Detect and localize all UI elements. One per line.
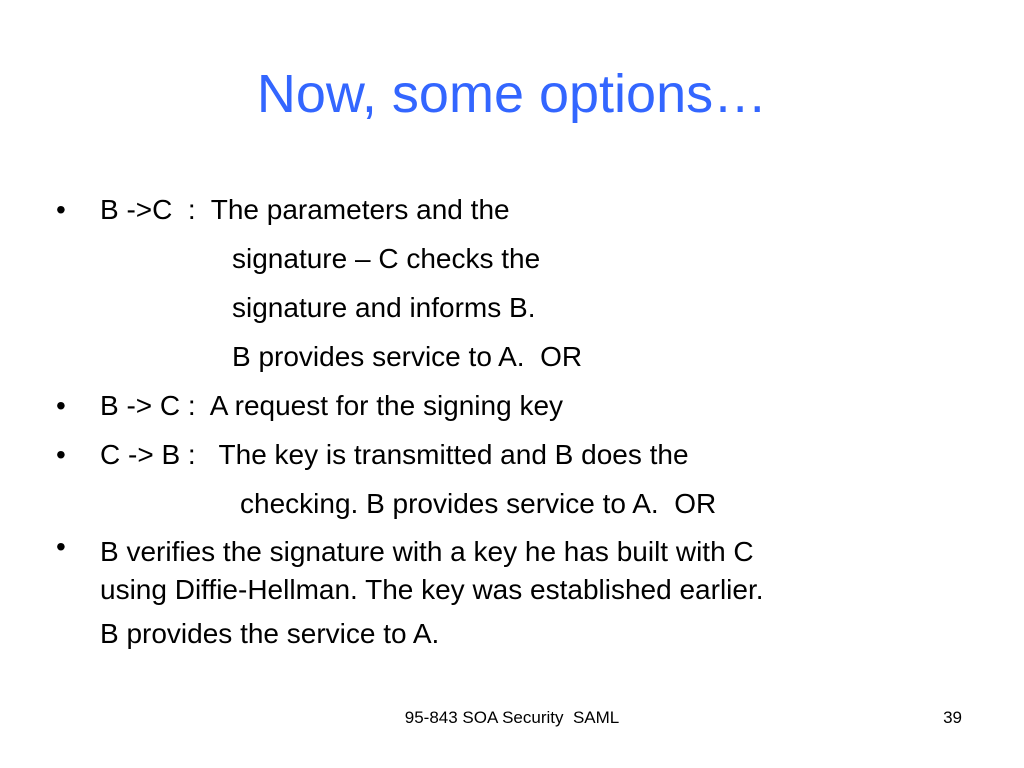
bullet-marker: • (56, 194, 66, 225)
bullet-marker: • (56, 531, 66, 562)
bullet-list (0, 185, 1024, 658)
bullet-marker: • (56, 439, 66, 470)
bullet-text-line: B verifies the signature with a key he has built with C (100, 536, 754, 567)
bullet-item-b-to-c-parameters (0, 185, 1024, 381)
bullet-text-line: C -> B : The key is transmitted and B does the (100, 439, 689, 470)
bullet-text-line: signature – C checks the (232, 243, 541, 274)
bullet-text-line: signature and informs B. (232, 292, 536, 323)
bullet-text-line: B -> C : A request for the signing key (100, 390, 564, 421)
bullet-text-line: using Diffie-Hellman. The key was established earlier. (100, 574, 764, 605)
bullet-item-request-signing-key (0, 381, 1024, 430)
bullet-text-line: B ->C : The parameters and the (100, 194, 510, 225)
slide-number: 39 (943, 708, 962, 727)
bullet-text-line: B provides service to A. OR (232, 341, 583, 372)
bullet-text-line: B provides the service to A. (100, 618, 440, 649)
slide-title: Now, some options… (256, 64, 768, 124)
bullet-item-diffie-hellman (0, 528, 1024, 658)
bullet-text-line: checking. B provides service to A. OR (240, 488, 717, 519)
bullet-marker: • (56, 390, 66, 421)
bullet-item-key-transmitted (0, 430, 1024, 528)
slide-footer: 95-843 SOA Security SAML (404, 708, 620, 727)
